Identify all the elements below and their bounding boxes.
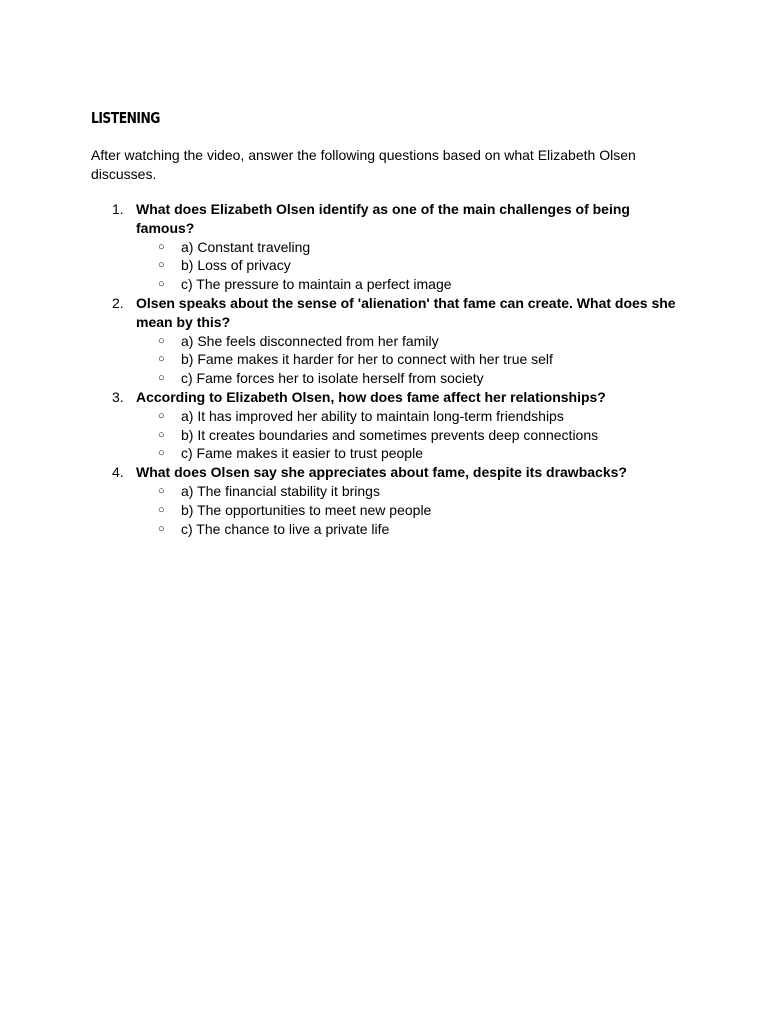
- question-text: What does Olsen say she appreciates about fame, despite its drawbacks?: [136, 464, 627, 481]
- option-item: [136, 482, 691, 501]
- circle-bullet-icon: ○: [158, 503, 165, 516]
- circle-bullet-icon: ○: [158, 522, 165, 535]
- option-item: [136, 426, 691, 445]
- circle-bullet-icon: ○: [158, 372, 165, 385]
- option-text: a) The financial stability it brings: [181, 482, 380, 499]
- option-list: [136, 407, 691, 463]
- question-text: Olsen speaks about the sense of 'alienation' that fame can create. What does she mean by this?: [136, 294, 676, 330]
- circle-bullet-icon: ○: [158, 484, 165, 497]
- option-item: [136, 501, 691, 520]
- option-list: [136, 238, 691, 294]
- circle-bullet-icon: ○: [158, 409, 165, 422]
- question-number: 4.: [112, 464, 124, 481]
- option-item: [136, 520, 691, 539]
- circle-bullet-icon: ○: [158, 428, 165, 441]
- circle-bullet-icon: ○: [158, 447, 165, 460]
- option-item: [136, 407, 691, 426]
- option-item: [136, 369, 691, 388]
- option-text: c) The chance to live a private life: [181, 520, 390, 537]
- circle-bullet-icon: ○: [158, 278, 165, 291]
- option-text: a) It has improved her ability to maintain long-term friendships: [181, 407, 564, 424]
- option-list: [136, 482, 691, 538]
- option-item: [136, 238, 691, 257]
- section-heading: LISTENING: [91, 109, 160, 127]
- option-item: [136, 350, 691, 369]
- option-text: b) The opportunities to meet new people: [181, 501, 432, 518]
- question-item-1: [91, 200, 691, 294]
- question-item-4: [91, 463, 691, 538]
- option-text: c) Fame forces her to isolate herself from society: [181, 370, 484, 387]
- option-item: [136, 256, 691, 275]
- question-number: 2.: [112, 294, 124, 311]
- option-text: a) She feels disconnected from her family: [181, 332, 439, 349]
- question-number: 1.: [112, 201, 124, 217]
- option-item: [136, 444, 691, 463]
- option-text: b) It creates boundaries and sometimes prevents deep connections: [181, 426, 599, 443]
- circle-bullet-icon: ○: [158, 334, 165, 347]
- option-text: b) Fame makes it harder for her to connect with her true self: [181, 351, 553, 368]
- intro-paragraph: After watching the video, answer the following questions based on what Elizabeth Olsen discusses.: [91, 147, 636, 182]
- question-number: 3.: [112, 388, 124, 405]
- option-item: [136, 332, 691, 351]
- question-list: [91, 200, 691, 538]
- circle-bullet-icon: ○: [158, 353, 165, 366]
- question-text: What does Elizabeth Olsen identify as one of the main challenges of being famous?: [136, 201, 630, 236]
- circle-bullet-icon: ○: [158, 240, 165, 253]
- question-item-2: [91, 294, 691, 388]
- option-text: c) The pressure to maintain a perfect image: [181, 276, 452, 293]
- question-text: According to Elizabeth Olsen, how does fame affect her relationships?: [136, 388, 606, 405]
- question-item-3: [91, 388, 691, 463]
- option-text: c) Fame makes it easier to trust people: [181, 445, 423, 462]
- circle-bullet-icon: ○: [158, 259, 165, 272]
- option-text: b) Loss of privacy: [181, 257, 291, 274]
- option-item: [136, 275, 691, 294]
- option-list: [136, 332, 691, 388]
- option-text: a) Constant traveling: [181, 238, 311, 255]
